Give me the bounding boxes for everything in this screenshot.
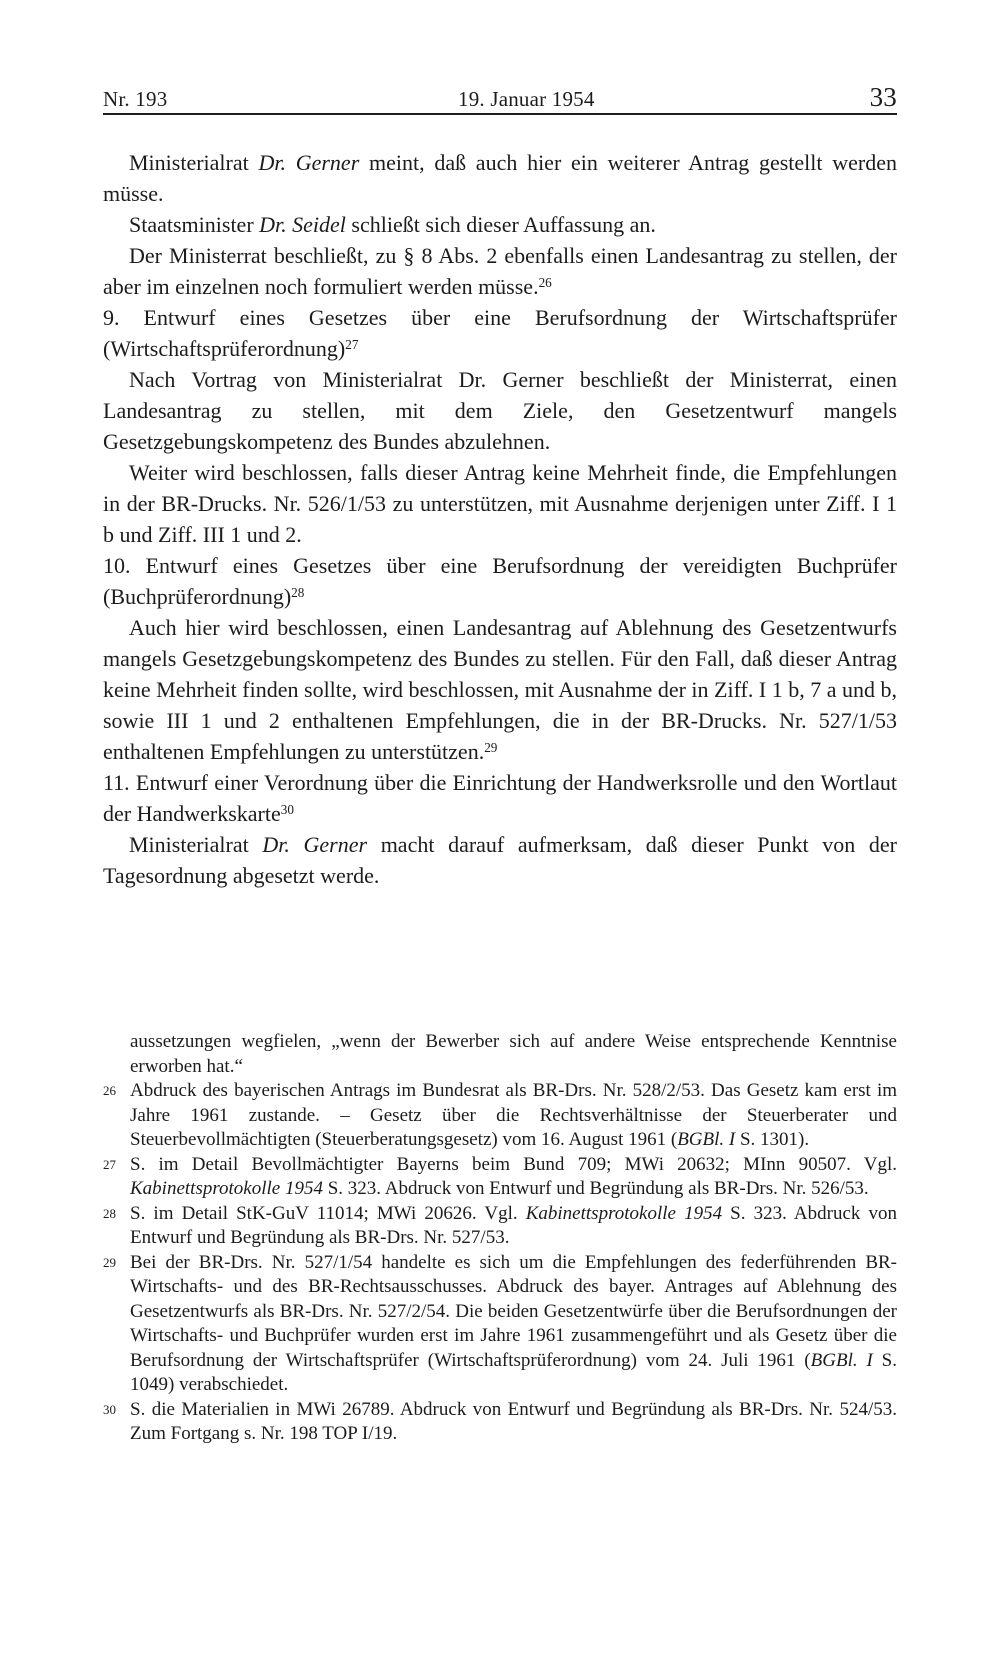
- paragraph-top9-landesantrag: Nach Vortrag von Ministerialrat Dr. Gerner beschließt der Ministerrat, einen Landesantrag zu stellen, mit dem Ziele, den Gesetzentwurf mangels Gesetzgebungskompetenz des Bundes abzulehnen.: [103, 367, 897, 454]
- footnote-text: Bei der BR-Drs. Nr. 527/1/54 handelte es sich um die Empfehlungen des federführenden BR-Wirtschafts- und des BR-Rechtsausschusses. Abdruck des bayer. Antrages auf Ablehnung des Gesetzentwurfs als BR-Drs. Nr. 527/2/54. Die beiden Gesetzentwürfe über die Berufsordnungen der Wirtschafts- und Buchprüfer wurden erst im Jahre 1961 zusammengeführt und als Gesetz über die Berufsordnung der Wirtschaftsprüfer (Wirtschaftsprüferordnung) vom 24. Juli 1961 (BGBl. I S. 1049) verabschiedet.: [130, 1251, 898, 1395]
- footnote-number: 27: [103, 1156, 116, 1172]
- footnote-28: [103, 1202, 897, 1251]
- footnote-text: aussetzungen wegfielen, „wenn der Bewerber sich auf andere Weise entsprechende Kenntnise erworben hat.“: [130, 1031, 897, 1077]
- agenda-item-heading-10: 10. Entwurf eines Gesetzes über eine Berufsordnung der vereidigten Buchprüfer (Buchprüferordnung)$^{28}$: [103, 553, 897, 609]
- footnote-number: 30: [103, 1401, 116, 1417]
- footnote-text: Abdruck des bayerischen Antrags im Bundesrat als BR-Drs. Nr. 528/2/53. Das Gesetz kam erst im Jahre 1961 zustande. – Gesetz über die Rechtsverhältnisse der Steuerberater und Steuerbevollmächtigten (Steuerberatungsgesetz) vom 16. August 1961 (BGBl. I S. 1301).: [130, 1080, 897, 1150]
- running-head: [103, 82, 897, 113]
- footnote-26: [103, 1079, 897, 1153]
- footnote-text: S. im Detail StK-GuV 11014; MWi 20626. Vgl. Kabinettsprotokolle 1954 S. 323. Abdruck von Entwurf und Begründung als BR-Drs. Nr. 527/53.: [130, 1202, 898, 1248]
- paragraph-ministerrat-beschluss: Der Ministerrat beschließt, zu § 8 Abs. 2 ebenfalls einen Landesantrag zu stellen, der aber im einzelnen noch formuliert werden müsse.$^{26}$: [103, 243, 897, 299]
- footnote-text: S. im Detail Bevollmächtigter Bayerns beim Bund 709; MWi 20632; MInn 90507. Vgl. Kabinettsprotokolle 1954 S. 323. Abdruck von Entwurf und Begründung als BR-Drs. Nr. 526/53.: [130, 1153, 897, 1199]
- footnote-text: S. die Materialien in MWi 26789. Abdruck von Entwurf und Begründung als BR-Drs. Nr. 524/53. Zum Fortgang s. Nr. 198 TOP I/19.: [130, 1398, 897, 1444]
- session-date: 19. Januar 1954: [458, 87, 595, 111]
- paragraph-top10-beschluss: Auch hier wird beschlossen, einen Landesantrag auf Ablehnung des Gesetzentwurfs mangels Gesetzgebungskompetenz des Bundes zu stellen. Für den Fall, daß dieser Antrag keine Mehrheit finden sollte, wird beschlossen, mit Ausnahme der in Ziff. I 1 b, 7 a und b, sowie III 1 und 2 enthaltenen Empfehlungen, die in der BR-Drucks. Nr. 527/1/53 enthaltenen Empfehlungen zu unterstützen.$^{29}$: [103, 615, 897, 764]
- main-text: [103, 147, 897, 891]
- footnote-continuation: [103, 1030, 897, 1079]
- footnote-30: [103, 1398, 897, 1447]
- footnote-number: 29: [103, 1254, 116, 1270]
- paragraph-top9-empfehlungen: Weiter wird beschlossen, falls dieser Antrag keine Mehrheit finde, die Empfehlungen in der BR-Drucks. Nr. 526/1/53 zu unterstützen, mit Ausnahme derjenigen unter Ziff. I 1 b und Ziff. III 1 und 2.: [103, 460, 897, 547]
- footnote-number: 26: [103, 1083, 116, 1098]
- footnote-27: [103, 1153, 897, 1202]
- document-number: Nr. 193: [103, 87, 168, 111]
- header-rule: [103, 113, 897, 115]
- paragraph-seidel-zustimmung: Staatsminister Dr. Seidel schließt sich dieser Auffassung an.: [129, 212, 656, 237]
- paragraph-top11-absetzung: Ministerialrat Dr. Gerner macht darauf aufmerksam, daß dieser Punkt von der Tagesordnung abgesetzt werde.: [103, 832, 897, 888]
- page-number: 33: [869, 82, 897, 112]
- footnote-29: [103, 1251, 897, 1398]
- footnote-number: 28: [103, 1205, 116, 1221]
- agenda-item-heading-9: 9. Entwurf eines Gesetzes über eine Berufsordnung der Wirtschaftsprüfer (Wirtschaftsprüferordnung)$^{27}$: [103, 305, 897, 361]
- paragraph-gerner-antrag: Ministerialrat Dr. Gerner meint, daß auch hier ein weiterer Antrag gestellt werden müsse.: [103, 150, 897, 206]
- agenda-item-heading-11: 11. Entwurf einer Verordnung über die Einrichtung der Handwerksrolle und den Wortlaut der Handwerkskarte$^{30}$: [103, 770, 897, 826]
- footnotes-block: [103, 1030, 897, 1447]
